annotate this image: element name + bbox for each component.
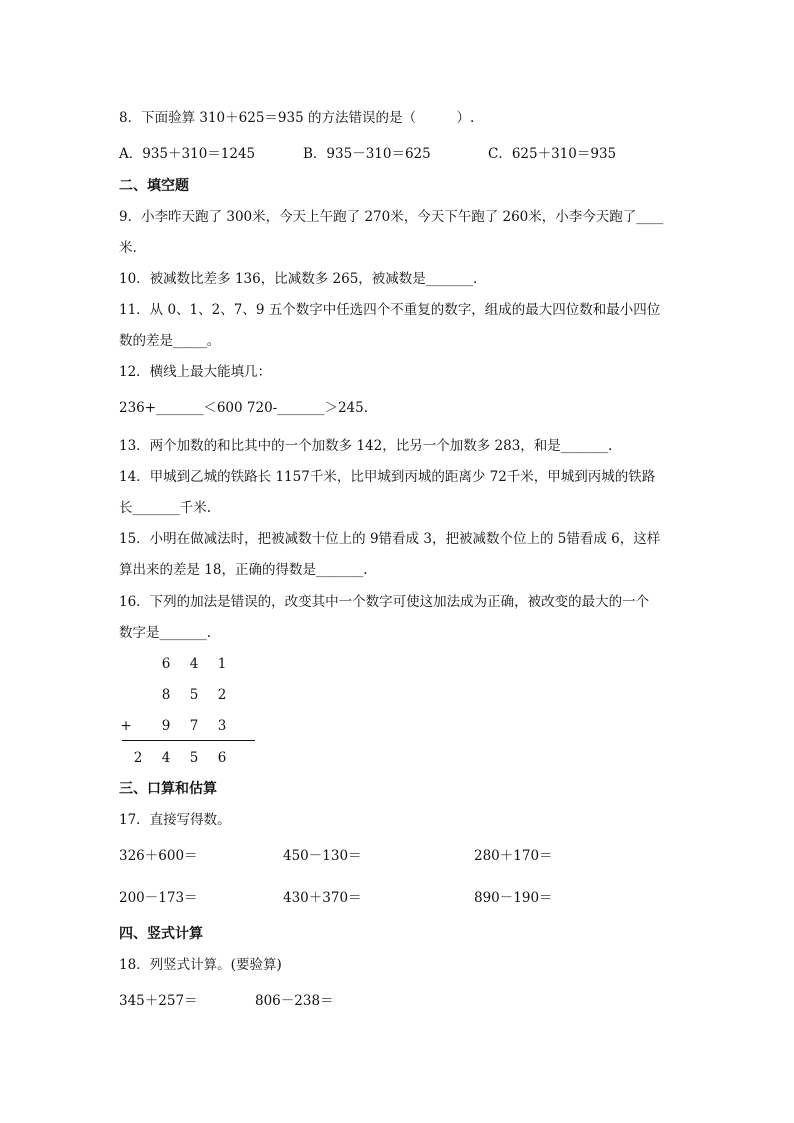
question-9-line-1: 9．小李昨天跑了 300米，今天上午跑了 270米，今天下午跑了 260米，小李今天跑了____	[119, 209, 664, 225]
mental-calc-item: 326＋600＝	[119, 848, 198, 864]
question-15-line-2: 算出来的差是 18，正确的得数是_______.	[119, 562, 368, 578]
q8-option-b: B．935－310＝625	[303, 146, 431, 162]
mental-calc-item: 200－173＝	[119, 890, 198, 906]
addend-2-ones: 2	[217, 687, 227, 703]
addend-1-tens: 4	[189, 656, 199, 672]
sum-rule	[122, 740, 255, 741]
addend-3-tens: 7	[189, 718, 199, 734]
question-12-prompt: 12．横线上最大能填几：	[119, 364, 272, 380]
q8-option-a: A．935＋310＝1245	[119, 146, 256, 162]
question-14-line-1: 14．甲城到乙城的铁路长 1157千米，比甲城到丙城的距离少 72千米，甲城到丙城的铁路	[119, 469, 656, 485]
question-14-line-2: 长_______千米.	[119, 500, 212, 516]
section-heading-fill-blank: 二、填空题	[119, 178, 189, 194]
question-17-text: 17．直接写得数。	[119, 812, 231, 828]
vertical-calc-item: 806－238＝	[255, 993, 334, 1009]
question-15-line-1: 15．小明在做减法时，把被减数十位上的 9错看成 3，把被减数个位上的 5错看成 6，这样	[119, 531, 661, 547]
vertical-calc-item: 345＋257＝	[119, 993, 198, 1009]
question-16-line-1: 16．下列的加法是错误的，改变其中一个数字可使这加法成为正确，被改变的最大的一个	[119, 594, 650, 610]
question-10-text: 10．被减数比差多 136，比减数多 265，被减数是_______.	[119, 271, 478, 287]
sum-tens: 5	[189, 750, 199, 766]
sum-hundreds: 4	[161, 750, 171, 766]
question-18-text: 18．列竖式计算。(要验算)	[119, 957, 282, 973]
addend-1-ones: 1	[217, 656, 227, 672]
question-8-text: 8．下面验算 310＋625＝935 的方法错误的是（ ）.	[119, 110, 475, 126]
addend-2-tens: 5	[189, 687, 199, 703]
plus-sign: +	[120, 718, 132, 734]
sum-thousands: 2	[133, 750, 143, 766]
question-11-line-1: 11．从 0、1、2、7、9 五个数字中任选四个不重复的数字，组成的最大四位数和最小四位	[119, 302, 661, 318]
mental-calc-item: 450－130＝	[283, 848, 362, 864]
question-12-expression: 236+_______＜600 720-_______＞245.	[119, 400, 369, 416]
q8-option-c: C．625＋310＝935	[488, 146, 617, 162]
addend-3-hundreds: 9	[161, 718, 171, 734]
question-13-text: 13．两个加数的和比其中的一个加数多 142，比另一个加数多 283，和是_______.	[119, 438, 613, 454]
section-heading-vertical-calc: 四、竖式计算	[119, 926, 203, 942]
question-11-line-2: 数的差是_____。	[119, 333, 221, 349]
mental-calc-item: 890－190＝	[474, 890, 553, 906]
question-9-line-2: 米.	[119, 240, 137, 256]
addend-1-hundreds: 6	[161, 656, 171, 672]
mental-calc-item: 430＋370＝	[283, 890, 362, 906]
question-16-line-2: 数字是_______.	[119, 625, 212, 641]
addend-2-hundreds: 8	[161, 687, 171, 703]
addend-3-ones: 3	[217, 718, 227, 734]
mental-calc-item: 280＋170＝	[474, 848, 553, 864]
section-heading-mental-math: 三、口算和估算	[119, 781, 217, 797]
sum-ones: 6	[217, 750, 227, 766]
